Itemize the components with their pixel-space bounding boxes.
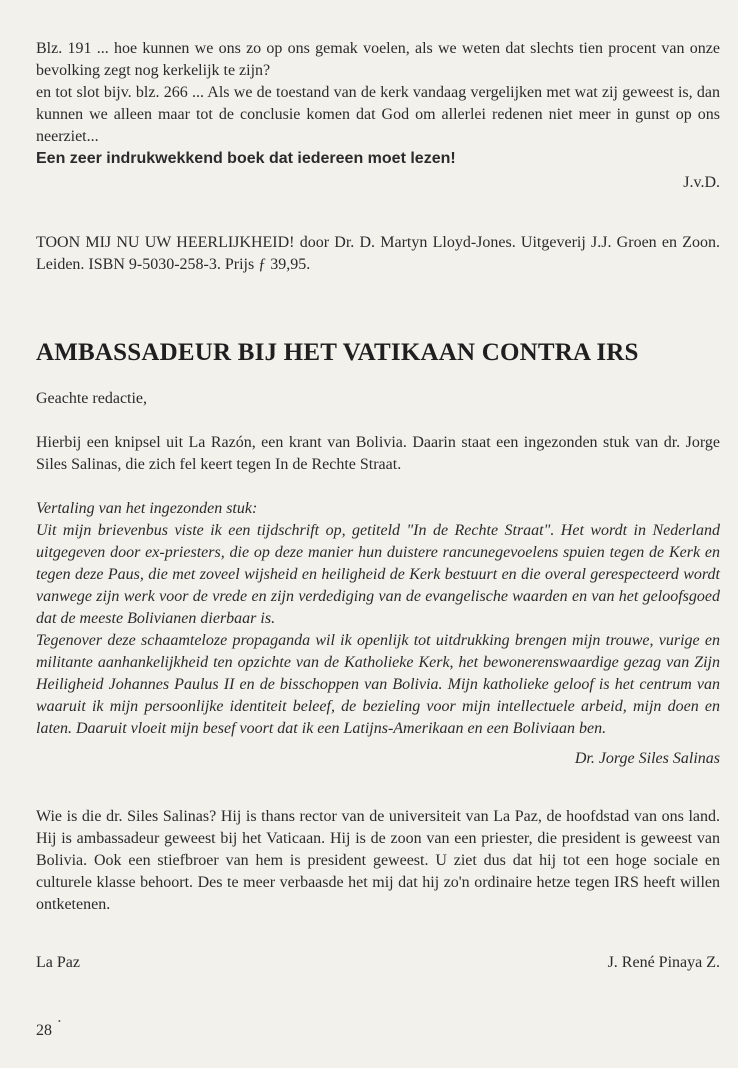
book-info: TOON MIJ NU UW HEERLIJKHEID! door Dr. D. Martyn Lloyd-Jones. Uitgeverij J.J. Groen en Zoon. Leiden. ISBN 9-5030-258-3. Prijs ƒ 39,95. <box>36 234 720 273</box>
article-title: AMBASSADEUR BIJ HET VATIKAAN CONTRA IRS <box>36 339 639 366</box>
page-number: 28 <box>36 1022 52 1039</box>
recommendation: Een zeer indrukwekkend boek dat iedereen moet lezen! <box>36 150 456 167</box>
intro-quote-2: en tot slot bijv. blz. 266 ... Als we de toestand van de kerk vandaag vergelijken met wat zij geweest is, dan kunnen we alleen maar tot de conclusie komen dat God om allerlei redenen niet meer in gunst op ons neerziet... <box>36 84 720 145</box>
place: La Paz <box>36 954 80 971</box>
translation-title: Vertaling van het ingezonden stuk: <box>36 500 258 517</box>
translation-signature: Dr. Jorge Siles Salinas <box>574 750 720 767</box>
letter-footer <box>36 952 720 974</box>
article-paragraph-1: Hierbij een knipsel uit La Razón, een krant van Bolivia. Daarin staat een ingezonden stuk van dr. Jorge Siles Salinas, die zich fel keert tegen In de Rechte Straat. <box>36 434 720 473</box>
document-page <box>36 38 720 974</box>
author: J. René Pinaya Z. <box>607 954 720 971</box>
page-mark: • <box>58 1017 61 1026</box>
article-paragraph-2: Wie is die dr. Siles Salinas? Hij is thans rector van de universiteit van La Paz, de hoofdstad van ons land. Hij is ambassadeur geweest bij het Vaticaan. Hij is de zoon van een priester, die president is geweest van Bolivia. Ook een stiefbroer van hem is president geweest. U ziet dus dat hij tot een hoge sociale en culturele klasse behoort. Des te meer verbaasde het mij dat hij zo'n ordinaire hetze tegen IRS heeft willen ontketenen. <box>36 808 720 913</box>
review-signature: J.v.D. <box>683 174 720 191</box>
intro-quote-1: Blz. 191 ... hoe kunnen we ons zo op ons gemak voelen, als we weten dat slechts tien procent van onze bevolking zegt nog kerkelijk te zijn? <box>36 40 720 79</box>
salutation: Geachte redactie, <box>36 390 148 407</box>
translation-paragraph-2: Tegenover deze schaamteloze propaganda wil ik openlijk tot uitdrukking brengen mijn trouwe, vurige en militante aanhankelijkheid ten opzichte van de Katholieke Kerk, het bewonerenswaardige gezag van Zijn Heiligheid Johannes Paulus II en de bisschoppen van Bolivia. Mijn katholieke geloof is het centrum van waaruit ik mijn persoonlijke identiteit beleef, de bezieling voor mijn intellectuele arbeid, mijn doen en laten. Daaruit vloeit mijn besef voort dat ik een Latijns-Amerikaan en een Boliviaan ben. <box>36 632 720 737</box>
translation-paragraph-1: Uit mijn brievenbus viste ik een tijdschrift op, getiteld "In de Rechte Straat". Het wordt in Nederland uitgegeven door ex-priesters, die op deze manier hun duistere rancunegevoelens spuien tegen de Kerk en tegen deze Paus, die met zoveel wijsheid en heiligheid de Kerk bestuurt en die overal gerespecteerd wordt vanwege zijn werk voor de vrede en zijn verdediging van de evangelische waarden en van het geloofsgoed dat de meeste Bolivianen dierbaar is. <box>36 522 720 627</box>
